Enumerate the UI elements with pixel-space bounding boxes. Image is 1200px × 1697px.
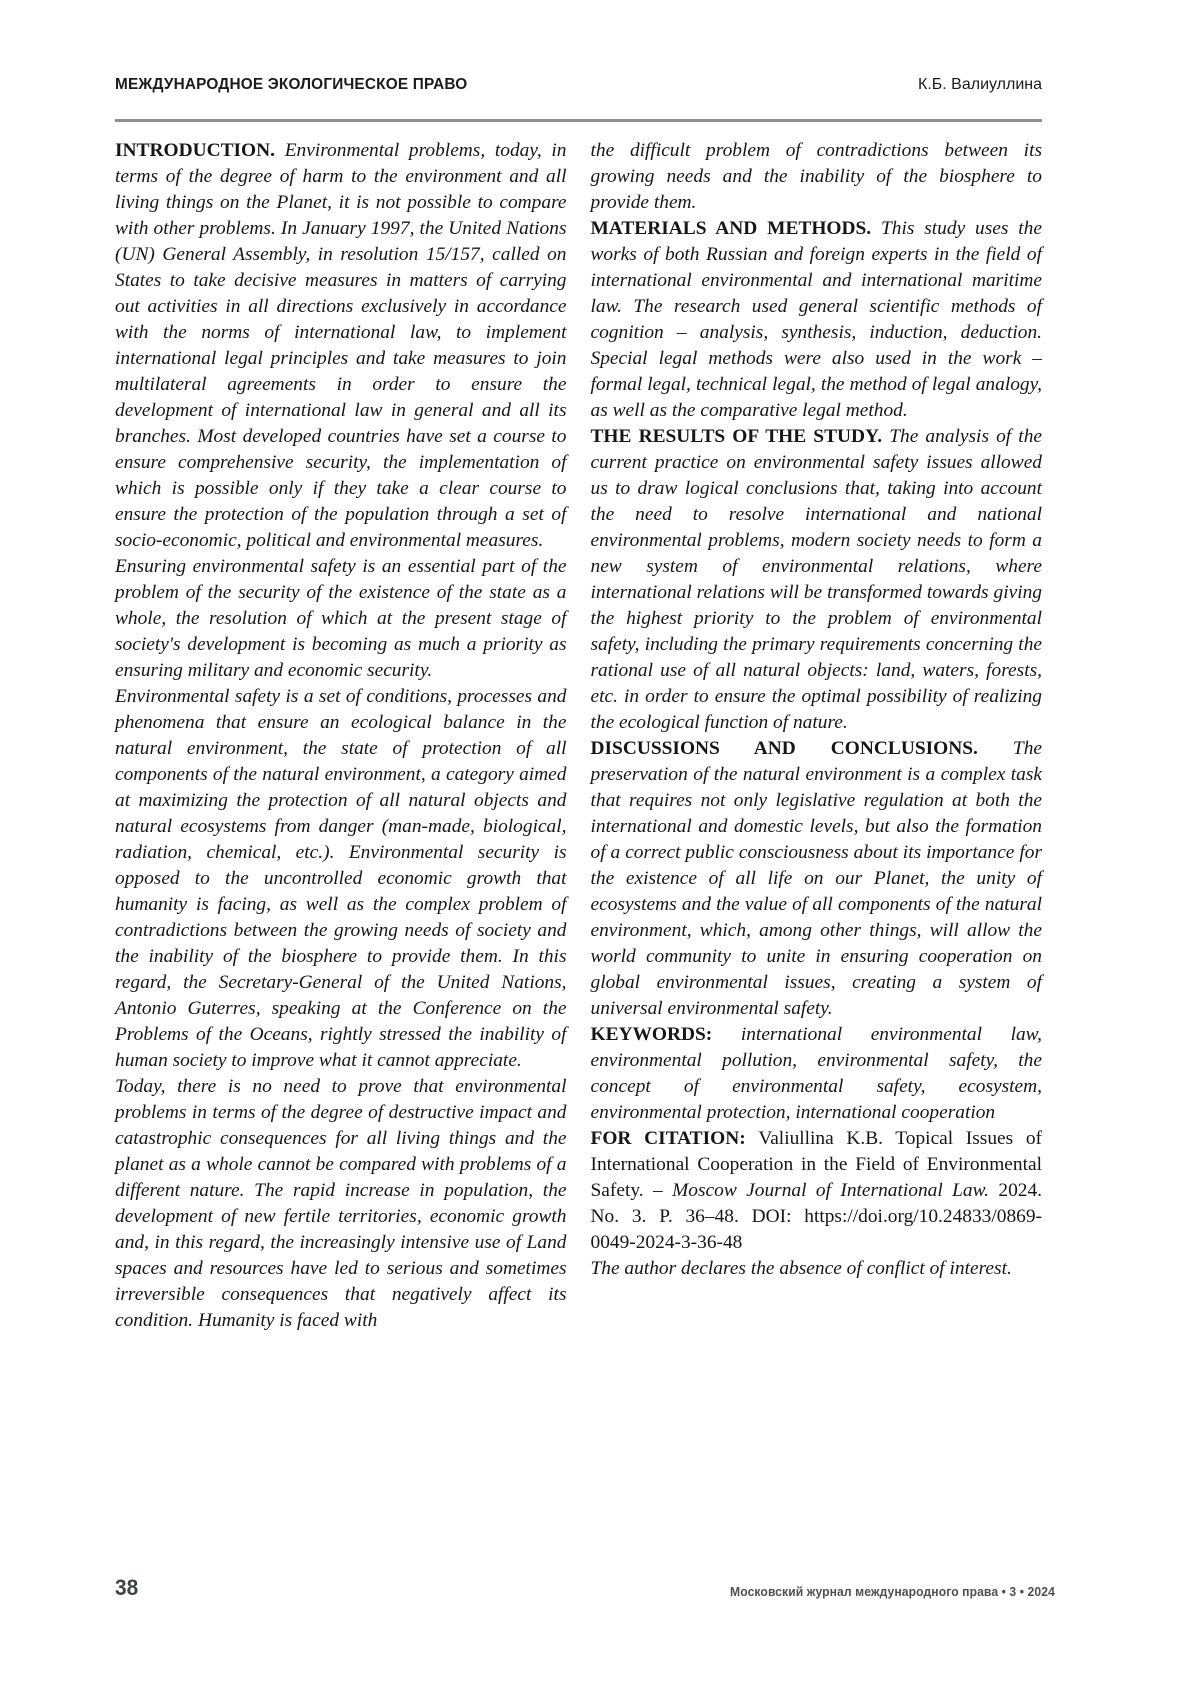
paragraph [115, 684, 567, 1074]
text-segment: This study uses the works of both Russian and foreign experts in the field of international environmental and international maritime law. The research used general scientific methods of cognition – analysis, synthesis, induction, deduction. Special legal methods were also used in the work – formal legal, technical legal, the method of legal analogy, as well as the comparative legal method. [590, 218, 1042, 421]
header-rule [115, 119, 1042, 122]
text-segment: MATERIALS AND METHODS. [590, 218, 881, 239]
text-segment: international environmental law, environmental pollution, environmental safety, the concept of environmental safety, ecosystem, environmental protection, international cooperation [590, 1024, 1043, 1123]
text-segment: KEYWORDS: [590, 1024, 741, 1045]
author-name: К.Б. Валиуллина [918, 76, 1042, 93]
text-segment: DISCUSSIONS AND CONCLUSIONS. [590, 738, 1013, 759]
paragraph [115, 554, 567, 684]
paragraph [591, 736, 1043, 1022]
text-segment: The preservation of the natural environment is a complex task that requires not only legislative regulation at both the international and domestic levels, but also the formation of a correct public consciousness about its importance for the existence of all life on our Planet, the unity of ecosystems and the value of all components of the natural environment, which, among other things, will allow the world community to unite in ensuring cooperation on global environmental issues, creating a system of universal environmental safety. [590, 738, 1042, 1019]
paragraph [591, 138, 1043, 216]
text-segment: Environmental problems, today, in terms of the degree of harm to the environment and all living things on the Planet, it is not possible to compare with other problems. In January 1997, the United Nations (UN) General Assembly, in resolution 15/157, called on States to take decisive measures in matters of carrying out activities in all directions exclusively in accordance with the norms of international law, to implement international legal principles and take measures to join multilateral agreements in order to ensure the development of international law in general and all its branches. Most developed countries have set a course to ensure comprehensive security, the implementation of which is possible only if they take a clear course to ensure the protection of the population through a set of socio-economic, political and environmental measures. [115, 140, 567, 551]
paragraph [115, 138, 567, 554]
text-segment: Today, there is no need to prove that environmental problems in terms of the degree of destructive impact and catastrophic consequences for all living things and the planet as a whole cannot be compared with problems of a different nature. The rapid increase in population, the development of new fertile territories, economic growth and, in this regard, the increasingly intensive use of Land spaces and resources have led to serious and sometimes irreversible consequences that negatively affect its condition. Humanity is faced with [115, 1076, 567, 1331]
text-segment: The analysis of the current practice on environmental safety issues allowed us to draw logical conclusions that, taking into account the need to resolve international and national environmental problems, modern society needs to form a new system of environmental relations, where international relations will be transformed towards giving the highest priority to the problem of environmental safety, including the primary requirements concerning the rational use of all natural objects: land, waters, forests, etc. in order to ensure the optimal possibility of realizing the ecological function of nature. [590, 426, 1042, 733]
page-number: 38 [115, 1575, 139, 1600]
paragraph [591, 216, 1043, 424]
paragraph [591, 1256, 1043, 1282]
text-segment: INTRODUCTION. [115, 140, 285, 161]
paragraph [591, 1126, 1043, 1256]
text-segment: Environmental safety is a set of conditions, processes and phenomena that ensure an ecological balance in the natural environment, the state of protection of all components of the natural environment, a category aimed at maximizing the protection of all natural objects and natural ecosystems from danger (man-made, biological, radiation, chemical, etc.). Environmental security is opposed to the uncontrolled economic growth that humanity is facing, as well as the complex problem of contradictions between the growing needs of society and the inability of the biosphere to provide them. In this regard, the Secretary-General of the United Nations, Antonio Guterres, speaking at the Conference on the Problems of the Oceans, rightly stressed the inability of human society to improve what it cannot appreciate. [115, 686, 567, 1071]
page-header [115, 76, 1042, 94]
text-segment: Valiullina K.B. Topical Issues of International Cooperation in the Field of Environmental Safety. – [590, 1128, 1042, 1201]
right-column [591, 138, 1043, 1334]
paragraph [591, 1022, 1043, 1126]
text-segment: Moscow Journal of International Law. [672, 1180, 989, 1201]
left-column [115, 138, 567, 1334]
running-title: МЕЖДУНАРОДНОЕ ЭКОЛОГИЧЕСКОЕ ПРАВО [115, 76, 468, 93]
text-segment: FOR CITATION: [590, 1128, 759, 1149]
text-segment: THE RESULTS OF THE STUDY. [590, 426, 890, 447]
journal-footer-line: Московский журнал международного права • 3 • 2024 [730, 1585, 1055, 1599]
text-segment: 2024. No. 3. P. 36–48. DOI: https://doi.org/10.24833/0869-0049-2024-3-36-48 [590, 1180, 1043, 1253]
text-segment: Ensuring environmental safety is an essential part of the problem of the security of the existence of the state as a whole, the resolution of which at the present stage of society's development is becoming as much a priority as ensuring military and economic security. [115, 556, 567, 681]
paragraph [591, 424, 1043, 736]
text-segment: The author declares the absence of conflict of interest. [590, 1258, 1012, 1279]
paragraph [115, 1074, 567, 1334]
text-segment: the difficult problem of contradictions between its growing needs and the inability of the biosphere to provide them. [590, 140, 1042, 213]
article-body [115, 138, 1042, 1334]
